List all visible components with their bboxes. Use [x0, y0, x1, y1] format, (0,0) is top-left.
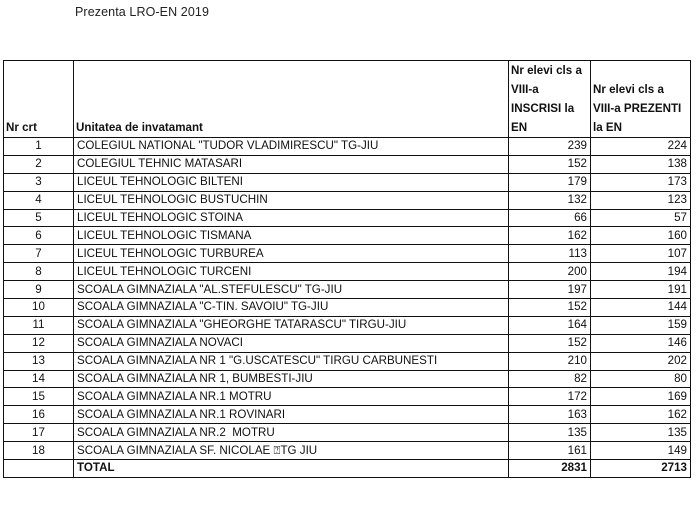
row-prezenti: 159 — [591, 316, 691, 334]
total-row — [4, 460, 691, 478]
table-row — [4, 191, 691, 209]
row-nr: 18 — [4, 442, 74, 460]
total-prezenti: 2713 — [591, 460, 691, 478]
row-unit: SCOALA GIMNAZIALA SF. NICOLAE ⍰TG JIU — [74, 442, 509, 460]
row-nr: 2 — [4, 155, 74, 173]
total-nr — [4, 460, 74, 478]
row-unit: COLEGIUL NATIONAL "TUDOR VLADIMIRESCU" TG-JIU — [74, 138, 509, 156]
total-label: TOTAL — [74, 460, 509, 478]
row-nr: 11 — [4, 316, 74, 334]
row-nr: 17 — [4, 424, 74, 442]
row-unit: SCOALA GIMNAZIALA NR.2 MOTRU — [74, 424, 509, 442]
table-row — [4, 263, 691, 281]
row-nr: 8 — [4, 263, 74, 281]
row-prezenti: 138 — [591, 155, 691, 173]
row-prezenti: 169 — [591, 388, 691, 406]
table-row — [4, 424, 691, 442]
header-prezenti: Nr elevi cls a VIII-a PREZENTI la EN — [591, 61, 691, 138]
table-row — [4, 173, 691, 191]
header-inscrisi: Nr elevi cls a VIII-a INSCRISI la EN — [509, 61, 591, 138]
row-unit: SCOALA GIMNAZIALA "GHEORGHE TATARASCU" TIRGU-JIU — [74, 316, 509, 334]
row-inscrisi: 161 — [509, 442, 591, 460]
table-row — [4, 442, 691, 460]
document-title: Prezenta LRO-EN 2019 — [75, 5, 210, 19]
table-row — [4, 245, 691, 263]
row-inscrisi: 152 — [509, 334, 591, 352]
row-prezenti: 107 — [591, 245, 691, 263]
header-unitate: Unitatea de invatamant — [74, 61, 509, 138]
header-row — [4, 61, 691, 138]
table-row — [4, 209, 691, 227]
header-nr-crt: Nr crt — [4, 61, 74, 138]
row-nr: 3 — [4, 173, 74, 191]
table-row — [4, 299, 691, 317]
row-nr: 14 — [4, 370, 74, 388]
table-row — [4, 352, 691, 370]
row-nr: 5 — [4, 209, 74, 227]
row-nr: 13 — [4, 352, 74, 370]
row-inscrisi: 197 — [509, 281, 591, 299]
row-unit: LICEUL TEHNOLOGIC TURBUREA — [74, 245, 509, 263]
row-inscrisi: 172 — [509, 388, 591, 406]
table-row — [4, 406, 691, 424]
row-prezenti: 146 — [591, 334, 691, 352]
row-inscrisi: 152 — [509, 299, 591, 317]
row-inscrisi: 132 — [509, 191, 591, 209]
row-inscrisi: 162 — [509, 227, 591, 245]
row-inscrisi: 163 — [509, 406, 591, 424]
row-prezenti: 191 — [591, 281, 691, 299]
row-prezenti: 194 — [591, 263, 691, 281]
table-row — [4, 334, 691, 352]
row-nr: 7 — [4, 245, 74, 263]
table-row — [4, 138, 691, 156]
row-nr: 12 — [4, 334, 74, 352]
row-nr: 6 — [4, 227, 74, 245]
table-row — [4, 370, 691, 388]
row-inscrisi: 82 — [509, 370, 591, 388]
row-nr: 1 — [4, 138, 74, 156]
row-prezenti: 135 — [591, 424, 691, 442]
row-inscrisi: 179 — [509, 173, 591, 191]
row-inscrisi: 210 — [509, 352, 591, 370]
total-inscrisi: 2831 — [509, 460, 591, 478]
row-prezenti: 57 — [591, 209, 691, 227]
row-unit: SCOALA GIMNAZIALA NR.1 MOTRU — [74, 388, 509, 406]
row-prezenti: 173 — [591, 173, 691, 191]
row-inscrisi: 200 — [509, 263, 591, 281]
row-prezenti: 160 — [591, 227, 691, 245]
row-inscrisi: 152 — [509, 155, 591, 173]
row-nr: 15 — [4, 388, 74, 406]
row-prezenti: 149 — [591, 442, 691, 460]
table-row — [4, 388, 691, 406]
table-row — [4, 227, 691, 245]
row-unit: SCOALA GIMNAZIALA "AL.STEFULESCU" TG-JIU — [74, 281, 509, 299]
row-nr: 16 — [4, 406, 74, 424]
attendance-table — [3, 60, 691, 478]
row-unit: SCOALA GIMNAZIALA NOVACI — [74, 334, 509, 352]
row-unit: LICEUL TEHNOLOGIC STOINA — [74, 209, 509, 227]
row-unit: SCOALA GIMNAZIALA NR.1 ROVINARI — [74, 406, 509, 424]
row-prezenti: 123 — [591, 191, 691, 209]
row-unit: SCOALA GIMNAZIALA NR 1, BUMBESTI-JIU — [74, 370, 509, 388]
row-prezenti: 144 — [591, 299, 691, 317]
row-nr: 10 — [4, 299, 74, 317]
row-unit: LICEUL TEHNOLOGIC TURCENI — [74, 263, 509, 281]
row-unit: LICEUL TEHNOLOGIC BUSTUCHIN — [74, 191, 509, 209]
row-unit: LICEUL TEHNOLOGIC BILTENI — [74, 173, 509, 191]
table-row — [4, 281, 691, 299]
row-nr: 9 — [4, 281, 74, 299]
row-prezenti: 224 — [591, 138, 691, 156]
row-prezenti: 162 — [591, 406, 691, 424]
row-unit: SCOALA GIMNAZIALA NR 1 "G.USCATESCU" TIRGU CARBUNESTI — [74, 352, 509, 370]
row-prezenti: 202 — [591, 352, 691, 370]
row-inscrisi: 66 — [509, 209, 591, 227]
row-inscrisi: 164 — [509, 316, 591, 334]
row-nr: 4 — [4, 191, 74, 209]
row-unit: COLEGIUL TEHNIC MATASARI — [74, 155, 509, 173]
row-inscrisi: 135 — [509, 424, 591, 442]
table-row — [4, 155, 691, 173]
table-row — [4, 316, 691, 334]
row-prezenti: 80 — [591, 370, 691, 388]
row-inscrisi: 113 — [509, 245, 591, 263]
row-unit: SCOALA GIMNAZIALA "C-TIN. SAVOIU" TG-JIU — [74, 299, 509, 317]
row-unit: LICEUL TEHNOLOGIC TISMANA — [74, 227, 509, 245]
row-inscrisi: 239 — [509, 138, 591, 156]
